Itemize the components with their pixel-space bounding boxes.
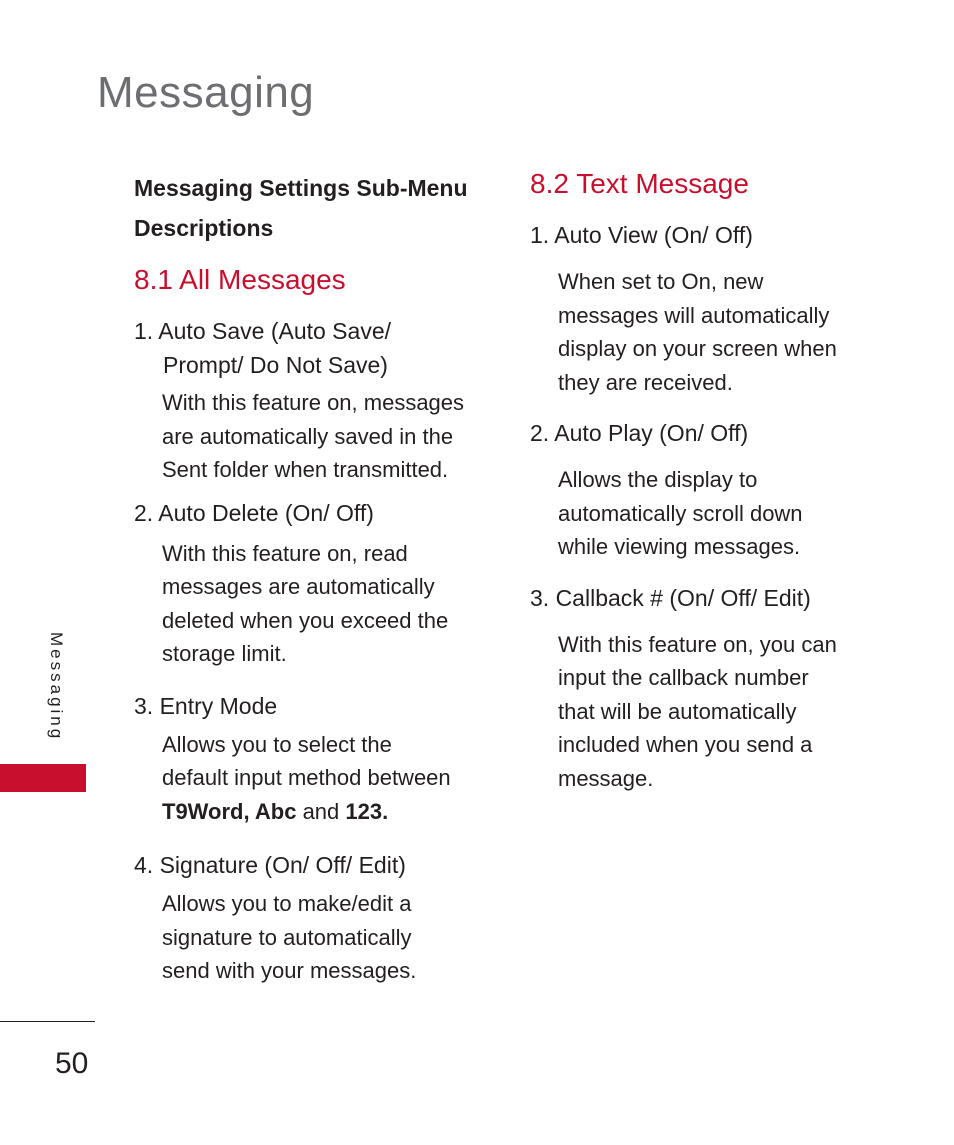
desc-line: display on your screen when xyxy=(558,336,837,361)
desc-line: send with your messages. xyxy=(162,958,417,983)
desc-line: that will be automatically xyxy=(558,698,797,724)
item-heading: 4. Signature (On/ Off/ Edit) xyxy=(134,852,406,878)
desc-line: With this feature on, you can xyxy=(558,631,837,657)
desc-line: Sent folder when transmitted. xyxy=(162,457,449,482)
item-auto-delete xyxy=(134,496,494,671)
item-description xyxy=(530,463,890,564)
desc-line: they are received. xyxy=(558,369,733,395)
desc-line: message. xyxy=(558,765,654,791)
item-heading: 2. Auto Delete (On/ Off) xyxy=(134,499,374,526)
desc-line: messages will automatically xyxy=(558,302,830,328)
desc-line: Allows you to make/edit a xyxy=(162,891,412,916)
item-heading: 3. Entry Mode xyxy=(134,692,278,719)
desc-line: Allows you to select the xyxy=(162,731,392,757)
item-auto-play xyxy=(530,416,890,564)
item-description xyxy=(530,265,890,399)
side-tab-label: Messaging xyxy=(47,632,66,742)
item-signature xyxy=(134,848,494,988)
left-column xyxy=(134,168,494,988)
desc-line: included when you send a xyxy=(558,732,813,757)
input-mode-number: 123. xyxy=(345,798,389,824)
desc-line: When set to On, new xyxy=(558,269,764,294)
intro-line-1: Messaging Settings Sub-Menu xyxy=(134,175,468,201)
item-description xyxy=(134,887,494,988)
desc-line: With this feature on, read xyxy=(162,540,408,566)
item-heading: 1. Auto View (On/ Off) xyxy=(530,222,753,248)
desc-line: messages are automatically xyxy=(162,574,435,599)
right-column xyxy=(530,168,890,795)
item-auto-view xyxy=(530,218,890,399)
desc-line: are automatically saved in the xyxy=(162,423,454,449)
section-title-8-1: 8.1 All Messages xyxy=(134,264,346,295)
desc-line: input the callback number xyxy=(558,665,809,690)
side-tab-marker xyxy=(0,764,86,792)
item-entry-mode xyxy=(134,689,494,829)
desc-line: signature to automatically xyxy=(162,924,412,950)
item-heading xyxy=(134,314,494,382)
page-title: Messaging xyxy=(97,68,315,117)
page-number: 50 xyxy=(55,1047,89,1080)
desc-line: Allows the display to xyxy=(558,467,758,492)
item-heading: 2. Auto Play (On/ Off) xyxy=(530,420,749,446)
intro-line-2: Descriptions xyxy=(134,215,274,241)
item-callback xyxy=(530,581,890,796)
item-heading-line: 1. Auto Save (Auto Save/ xyxy=(134,318,391,344)
desc-line: default input method between xyxy=(162,765,451,790)
item-auto-save xyxy=(134,314,494,487)
section-title-8-2: 8.2 Text Message xyxy=(530,168,749,199)
footer-rule xyxy=(0,1021,95,1022)
item-heading-line: Prompt/ Do Not Save) xyxy=(163,352,388,378)
desc-line: automatically scroll down xyxy=(558,500,803,526)
item-description xyxy=(530,628,890,796)
input-mode-names: T9Word, Abc xyxy=(162,798,297,824)
item-description xyxy=(134,386,494,487)
desc-line: With this feature on, messages xyxy=(162,390,465,415)
item-description xyxy=(134,728,494,829)
item-description xyxy=(134,537,494,671)
item-heading: 3. Callback # (On/ Off/ Edit) xyxy=(530,584,811,611)
desc-line: deleted when you exceed the xyxy=(162,607,449,633)
desc-line: while viewing messages. xyxy=(558,534,801,559)
desc-line: storage limit. xyxy=(162,641,287,666)
intro-heading xyxy=(134,168,494,248)
desc-connector: and xyxy=(296,798,346,824)
